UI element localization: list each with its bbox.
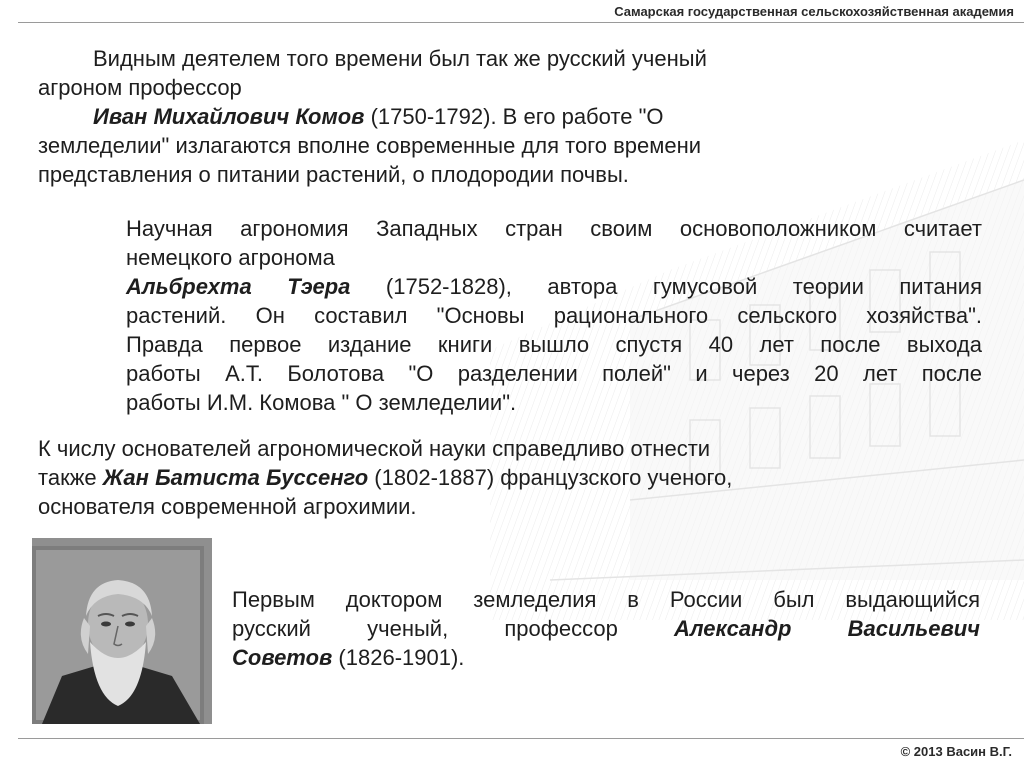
text-fragment: (1826-1901). [332,645,465,670]
text-line [126,272,982,301]
text-line: агроном профессор [38,75,242,100]
person-surname-sovetov: Советов [232,645,333,670]
text-line: Правда первое издание книги вышло спустя 40 лет после выхода [126,332,982,357]
copyright: © 2013 Васин В.Г. [900,744,1012,759]
text-line [38,102,828,131]
text-line: работы И.М. Комова " О земледелии". [126,390,517,415]
text-line: основателя современной агрохимии. [38,494,417,519]
person-name-sovetov: Александр Васильевич [674,616,981,641]
text-line: К числу основателей агрономической науки справедливо отнести [38,436,711,461]
institution-name: Самарская государственная сельскохозяйственная академия [614,4,1014,19]
portrait-icon [32,546,204,724]
paragraph-komov [38,44,828,189]
portrait-frame [32,538,212,724]
text-fragment: русский ученый, профессор [232,616,675,641]
person-name-komov: Иван Михайлович Комов [93,104,365,129]
text-fragment: (1750-1792). В его работе "О [364,104,664,129]
text-line: представления о питании растений, о плодородии почвы. [38,162,629,187]
text-line: земледелии" излагаются вполне современные для того времени [38,133,702,158]
text-fragment: также [38,465,103,490]
text-line: немецкого агронома [126,245,335,270]
person-name-thaer: Альбрехта Тэера [126,274,351,299]
text-line: Первым доктором земледелия в России был выдающийся [232,587,980,612]
paragraph-boussingault [38,434,858,521]
text-fragment: (1802-1887) французского ученого, [368,465,733,490]
header-divider [18,22,1024,23]
text-line: Научная агрономия Западных стран своим основоположником считает [126,216,982,241]
paragraph-sovetov [232,585,980,672]
text-line: Видным деятелем того времени был так же русский ученый [93,46,707,71]
paragraph-thaer [126,214,982,417]
text-line: растений. Он составил "Основы рационального сельского хозяйства". [126,303,982,328]
text-line [232,614,980,643]
person-name-boussingault: Жан Батиста Буссенго [102,465,369,490]
text-line: работы А.Т. Болотова "О разделении полей" и через 20 лет после [126,361,982,386]
footer-divider [18,738,1024,739]
portrait-photo [32,546,204,724]
text-fragment: (1752-1828), автора гумусовой теории питания [350,274,982,299]
text-line [232,643,980,672]
text-line [38,463,858,492]
